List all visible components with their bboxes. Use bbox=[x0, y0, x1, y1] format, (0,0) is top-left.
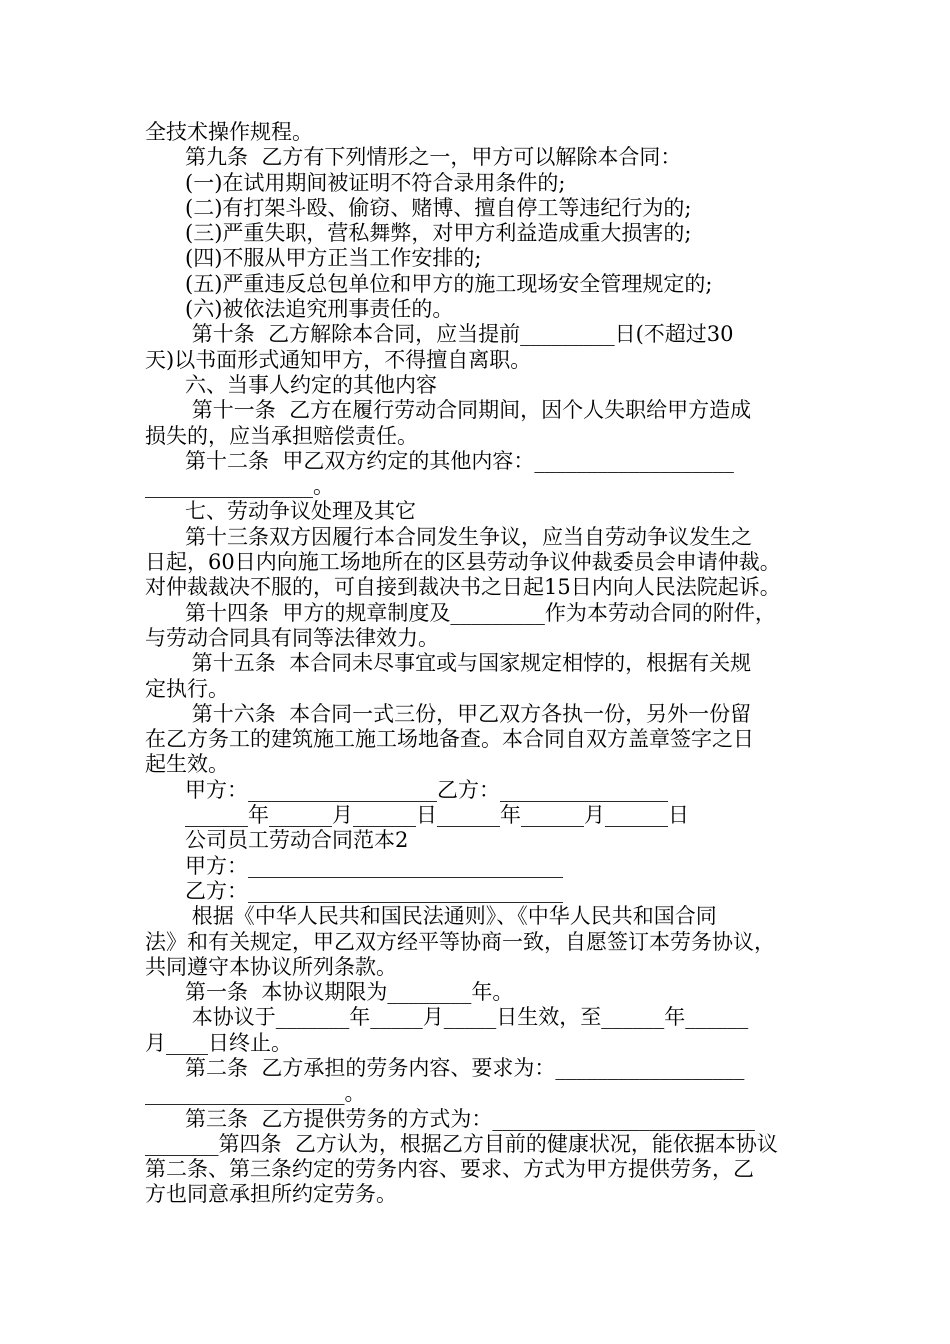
text-line: 起生效。 bbox=[145, 752, 229, 777]
document-body bbox=[145, 120, 810, 1208]
article-1: 第一条 本协议期限为________年。 bbox=[145, 980, 514, 1005]
clause-9-heading: 第九条 乙方有下列情形之一，甲方可以解除本合同： bbox=[145, 145, 682, 170]
clause-9-item-5: (五)严重违反总包单位和甲方的施工现场安全管理规定的; bbox=[145, 271, 713, 296]
sample-title: 公司员工劳动合同范本2 bbox=[145, 828, 409, 853]
text-line: 月____日终止。 bbox=[145, 1030, 292, 1055]
article-4: _______第四条 乙方认为，根据乙方目前的健康状况，能依据本协议 bbox=[145, 1131, 778, 1156]
party-b-line: 乙方：______________________________ bbox=[145, 878, 564, 903]
clause-9-item-1: (一)在试用期间被证明不符合录用条件的; bbox=[145, 170, 566, 195]
text-line: 第二条、第三条约定的劳务内容、要求、方式为甲方提供劳务，乙 bbox=[145, 1157, 754, 1182]
clause-10: 第十条 乙方解除本合同，应当提前_________日(不超过30 bbox=[145, 322, 734, 347]
clause-13: 第十三条双方因履行本合同发生争议，应当自劳动争议发生之 bbox=[145, 524, 753, 549]
text-line: 法》和有关规定，甲乙双方经平等协商一致，自愿签订本劳务协议， bbox=[145, 929, 775, 954]
clause-12: 第十二条 甲乙双方约定的其他内容：___________________ bbox=[145, 448, 734, 473]
clause-9-item-4: (四)不服从甲方正当工作安排的; bbox=[145, 246, 482, 271]
party-a-line: 甲方：______________________________ bbox=[145, 853, 564, 878]
preamble: 根据《中华人民共和国民法通则》、《中华人民共和国合同 bbox=[145, 904, 717, 929]
text-line: 与劳动合同具有同等法律效力。 bbox=[145, 625, 439, 650]
text-line: 方也同意承担所约定劳务。 bbox=[145, 1182, 397, 1207]
article-3: 第三条 乙方提供劳务的方式为：_________________________ bbox=[145, 1106, 755, 1131]
text-line: 损失的，应当承担赔偿责任。 bbox=[145, 423, 418, 448]
text-line: 日起，60日内向施工场地所在的区县劳动争议仲裁委员会申请仲裁。 bbox=[145, 550, 781, 575]
text-line: 天)以书面形式通知甲方，不得擅自离职。 bbox=[145, 347, 532, 372]
text-line: ________________。 bbox=[145, 474, 334, 499]
text-line: 在乙方务工的建筑施工施工场地备查。本合同自双方盖章签字之日 bbox=[145, 727, 754, 752]
section-heading-6: 六、当事人约定的其他内容 bbox=[145, 372, 438, 397]
clause-14: 第十四条 甲方的规章制度及_________作为本劳动合同的附件， bbox=[145, 600, 776, 625]
clause-16: 第十六条 本合同一式三份，甲乙双方各执一份，另外一份留 bbox=[145, 701, 752, 726]
text-line: 定执行。 bbox=[145, 676, 229, 701]
clause-9-item-3: (三)严重失职，营私舞弊，对甲方利益造成重大损害的; bbox=[145, 221, 692, 246]
clause-15: 第十五条 本合同未尽事宜或与国家规定相悖的，根据有关规 bbox=[145, 651, 752, 676]
article-2: 第二条 乙方承担的劳务内容、要求为：__________________ bbox=[145, 1055, 745, 1080]
text-line: ___________________。 bbox=[145, 1081, 366, 1106]
signature-line: 甲方：__________________乙方：________________ bbox=[145, 777, 669, 802]
section-heading-7: 七、劳动争议处理及其它 bbox=[145, 499, 417, 524]
clause-9-item-2: (二)有打架斗殴、偷窃、赌博、擅自停工等违纪行为的; bbox=[145, 195, 692, 220]
clause-9-item-6: (六)被依法追究刑事责任的。 bbox=[145, 297, 454, 322]
text-line: 全技术操作规程。 bbox=[145, 120, 313, 144]
agreement-term-line: 本协议于_______年_____月_____日生效，至______年______ bbox=[145, 1005, 749, 1030]
clause-11: 第十一条 乙方在履行劳动合同期间，因个人失职给甲方造成 bbox=[145, 398, 752, 423]
date-line: ______年______月______日______年______月______日 bbox=[145, 803, 690, 828]
text-line: 对仲裁裁决不服的，可自接到裁决书之日起15日内向人民法院起诉。 bbox=[145, 575, 781, 600]
text-line: 共同遵守本协议所列条款。 bbox=[145, 954, 397, 979]
